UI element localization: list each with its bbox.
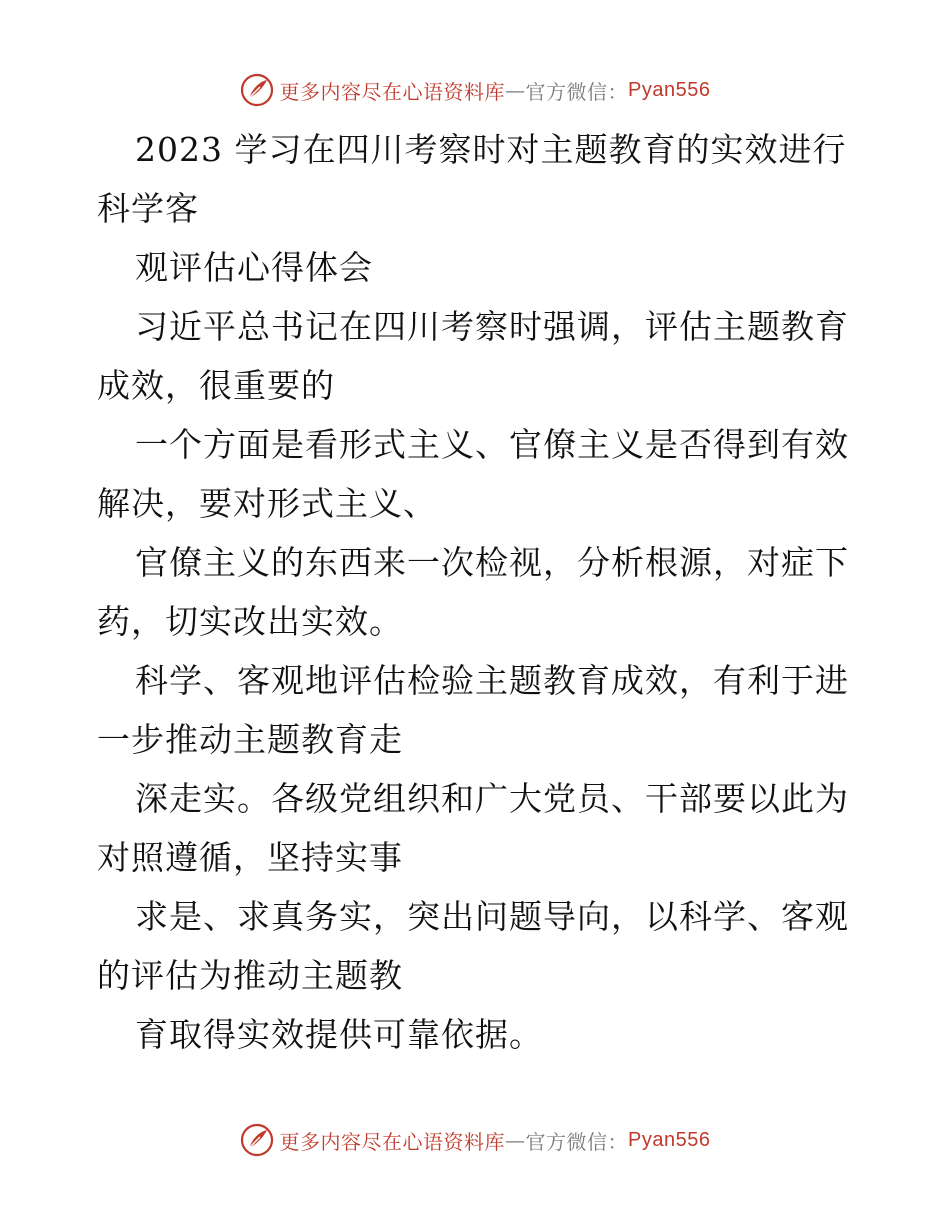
- text-line: 观评估心得体会: [135, 248, 373, 287]
- text-line: 科学客: [97, 189, 199, 228]
- text-line: 求是、求真务实，突出问题导向，以科学、客观: [135, 897, 849, 936]
- banner-official-label: 官方微信：: [525, 79, 629, 104]
- banner-wechat-id: Pyan556: [628, 78, 711, 101]
- text-line: 解决，要对形式主义、: [97, 484, 437, 523]
- header-banner: [0, 70, 950, 110]
- text-line: 深走实。各级党组织和广大党员、干部要以此为: [135, 779, 849, 818]
- text-line: 成效，很重要的: [97, 366, 335, 405]
- banner-official-label: 官方微信：: [525, 1129, 629, 1154]
- banner-wechat-id: Pyan556: [628, 1128, 711, 1151]
- document-body: [97, 120, 867, 1064]
- text-line: 的评估为推动主题教: [97, 956, 403, 995]
- text-line: 药，切实改出实效。: [97, 602, 403, 641]
- feather-pen-logo-icon: [240, 1123, 274, 1157]
- banner-dash: —: [505, 1128, 526, 1152]
- banner-dash: —: [505, 78, 526, 102]
- text-line: 育取得实效提供可靠依据。: [135, 1015, 543, 1054]
- text-line: 习近平总书记在四川考察时强调，评估主题教育: [135, 307, 849, 346]
- text-line: 2023 学习在四川考察时对主题教育的实效进行: [135, 130, 847, 169]
- footer-banner: [0, 1120, 950, 1160]
- text-line: 一个方面是看形式主义、官僚主义是否得到有效: [135, 425, 849, 464]
- feather-pen-logo-icon: [240, 73, 274, 107]
- text-line: 对照遵循，坚持实事: [97, 838, 403, 877]
- text-line: 一步推动主题教育走: [97, 720, 403, 759]
- text-line: 官僚主义的东西来一次检视，分析根源，对症下: [135, 543, 849, 582]
- text-line: 科学、客观地评估检验主题教育成效，有利于进: [135, 661, 849, 700]
- banner-brand-text: 更多内容尽在心语资料库: [279, 79, 506, 104]
- banner-brand-text: 更多内容尽在心语资料库: [279, 1129, 506, 1154]
